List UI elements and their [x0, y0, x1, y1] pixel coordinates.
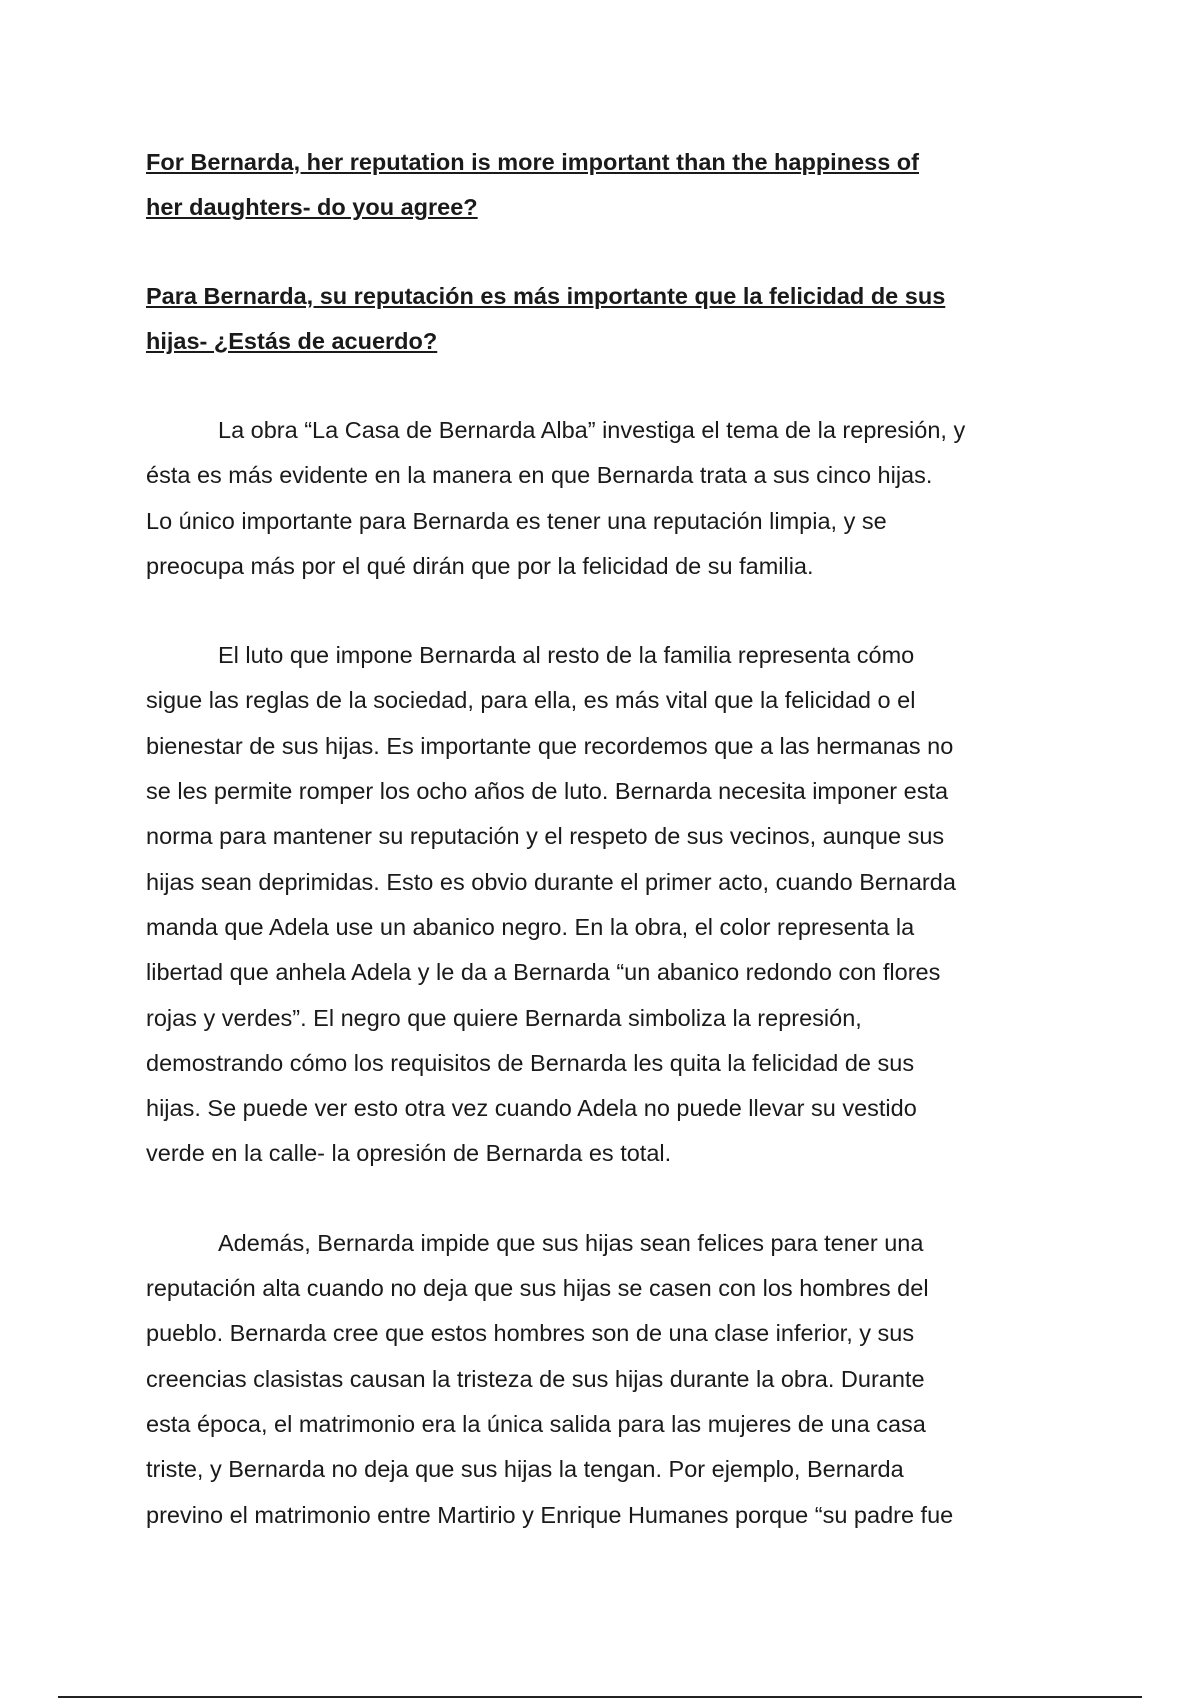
paragraph-line: preocupa más por el qué dirán que por la felicidad de su familia.	[146, 552, 814, 579]
title-spanish-line-2: hijas- ¿Estás de acuerdo?	[146, 328, 438, 354]
paragraph-line: La obra “La Casa de Bernarda Alba” investiga el tema de la represión, y	[218, 417, 966, 443]
paragraph-line: esta época, el matrimonio era la única salida para las mujeres de una casa	[146, 1410, 926, 1437]
document-page	[146, 140, 1066, 1538]
paragraph-line: El luto que impone Bernarda al resto de la familia representa cómo	[218, 642, 915, 669]
paragraph-line: demostrando cómo los requisitos de Bernarda les quita la felicidad de sus	[146, 1049, 915, 1076]
page-bottom-divider	[58, 1696, 1142, 1698]
paragraph-line: rojas y verdes”. El negro que quiere Bernarda simboliza la represión,	[146, 1004, 862, 1031]
paragraph-line: norma para mantener su reputación y el respeto de sus vecinos, aunque sus	[146, 823, 945, 850]
paragraph-line: verde en la calle- la opresión de Bernarda es total.	[146, 1140, 672, 1167]
paragraph-line: manda que Adela use un abanico negro. En la obra, el color representa la	[146, 913, 915, 940]
paragraph-line: se les permite romper los ocho años de luto. Bernarda necesita imponer esta	[146, 778, 949, 805]
title-spanish-line-1: Para Bernarda, su reputación es más importante que la felicidad de sus	[146, 283, 946, 309]
paragraph-luto	[146, 633, 1066, 1177]
paragraph-line: Además, Bernarda impide que sus hijas sean felices para tener una	[218, 1229, 924, 1256]
paragraph-line: reputación alta cuando no deja que sus hijas se casen con los hombres del	[146, 1275, 929, 1302]
paragraph-line: hijas sean deprimidas. Esto es obvio durante el primer acto, cuando Bernarda	[146, 868, 956, 895]
paragraph-line: hijas. Se puede ver esto otra vez cuando Adela no puede llevar su vestido	[146, 1095, 917, 1122]
paragraph-line: Lo único importante para Bernarda es tener una reputación limpia, y se	[146, 507, 887, 534]
paragraph-line: bienestar de sus hijas. Es importante que recordemos que a las hermanas no	[146, 732, 954, 759]
paragraph-line: ésta es más evidente en la manera en que Bernarda trata a sus cinco hijas.	[146, 462, 933, 489]
paragraph-introduction	[146, 408, 1066, 589]
paragraph-line: previno el matrimonio entre Martirio y Enrique Humanes porque “su padre fue	[146, 1501, 954, 1528]
paragraph-line: pueblo. Bernarda cree que estos hombres son de una clase inferior, y sus	[146, 1320, 915, 1347]
paragraph-line: sigue las reglas de la sociedad, para ella, es más vital que la felicidad o el	[146, 687, 916, 714]
title-english-line-1: For Bernarda, her reputation is more important than the happiness of	[146, 149, 919, 175]
paragraph-line: triste, y Bernarda no deja que sus hijas la tengan. Por ejemplo, Bernarda	[146, 1456, 904, 1483]
paragraph-line: libertad que anhela Adela y le da a Bernarda “un abanico redondo con flores	[146, 959, 941, 986]
essay-title-english	[146, 140, 1066, 230]
paragraph-line: creencias clasistas causan la tristeza de sus hijas durante la obra. Durante	[146, 1365, 925, 1392]
title-english-line-2: her daughters- do you agree?	[146, 194, 478, 220]
essay-title-spanish	[146, 274, 1066, 364]
paragraph-matrimonio	[146, 1221, 1066, 1538]
